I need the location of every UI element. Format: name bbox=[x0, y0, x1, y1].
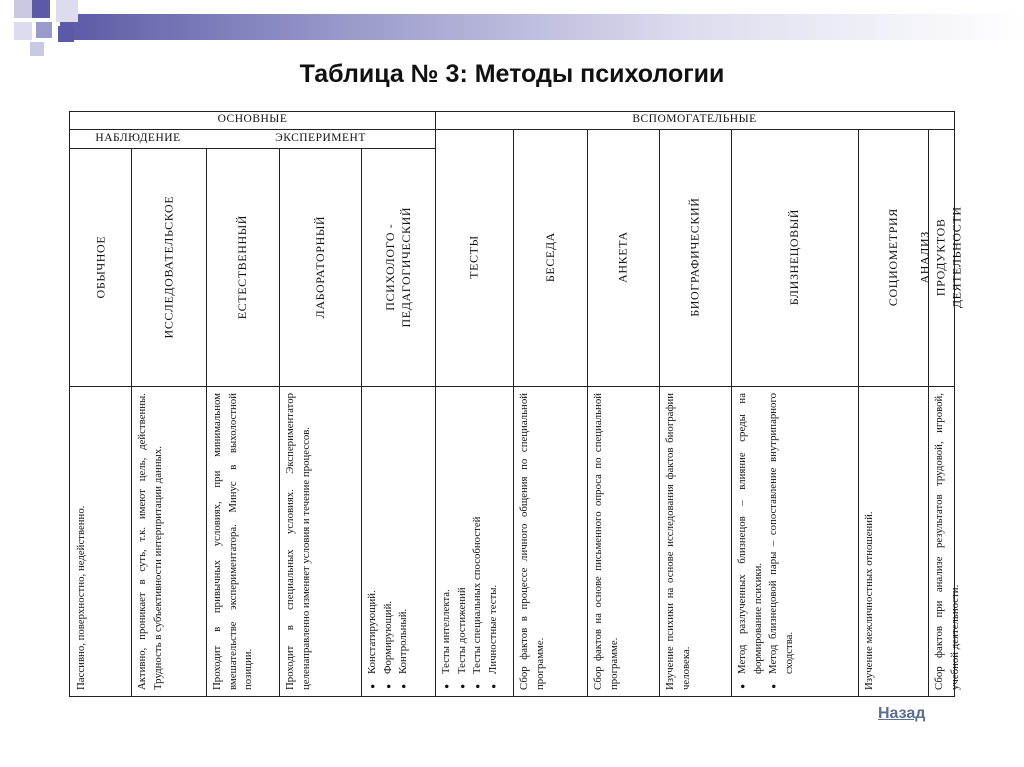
column-header bbox=[70, 148, 131, 386]
description-text: Изучение межличностных отношений. bbox=[863, 511, 875, 690]
description-text: Сбор фактов при анализе результатов трудовой, игровой, учебной деятельности. bbox=[933, 393, 961, 690]
column-header-label: ЕСТЕСТВЕННЫЙ bbox=[235, 214, 250, 320]
decor-square bbox=[56, 0, 78, 22]
back-link[interactable]: Назад bbox=[878, 705, 926, 722]
column-description bbox=[206, 387, 279, 696]
column-header-label: АНАЛИЗ ПРОДУКТОВ ДЕЯТЕЛЬНОСТИ bbox=[917, 206, 965, 309]
decor-square bbox=[58, 26, 74, 42]
group-observation-header: НАБЛЮДЕНИЕ bbox=[95, 132, 181, 144]
column-description bbox=[131, 387, 206, 696]
description-text: Проходит в специальных условиях. Экспериментатор целенаправленно изменяет условия и течение процессов. bbox=[284, 393, 312, 690]
group-experiment-header: ЭКСПЕРИМЕНТ bbox=[275, 132, 366, 144]
column-description bbox=[279, 387, 361, 696]
description-text: Пассивно, поверхностно, недейственно. bbox=[75, 505, 87, 690]
header-gradient-bar bbox=[60, 14, 1024, 40]
column-header-label: СОЦИОМЕТРИЯ bbox=[885, 208, 900, 307]
column-header bbox=[206, 148, 279, 386]
bullet-item: • Формирующий. bbox=[381, 393, 397, 690]
column-header-label: ИССЛЕДОВАТЕЛЬСКОЕ bbox=[161, 195, 176, 339]
group-main-header: ОСНОВНЫЕ bbox=[217, 113, 288, 125]
column-header-label: БЛИЗНЕЦОВЫЙ bbox=[787, 209, 802, 306]
column-header-label: АНКЕТА bbox=[615, 231, 630, 284]
column-description bbox=[513, 387, 587, 696]
column-header-label: БИОГРАФИЧЕСКИЙ bbox=[687, 197, 702, 318]
column-header-label: БЕСЕДА bbox=[542, 232, 557, 283]
bullet-item: • Контрольный. bbox=[396, 393, 412, 690]
column-description bbox=[70, 387, 131, 696]
column-description bbox=[928, 387, 961, 696]
page-title: Таблица № 3: Методы психологии bbox=[299, 60, 725, 88]
methods-table bbox=[69, 111, 965, 697]
group-auxiliary-header: ВСПОМОГАТЕЛЬНЫЕ bbox=[632, 113, 757, 125]
column-header-label: ОБЫЧНОЕ bbox=[93, 235, 108, 299]
column-description bbox=[659, 387, 731, 696]
column-header bbox=[435, 129, 513, 386]
column-description bbox=[858, 387, 928, 696]
bullet-item: • Тесты достижений bbox=[455, 393, 471, 690]
column-header bbox=[361, 148, 435, 386]
column-header bbox=[513, 129, 587, 386]
bullet-item: • Тесты специальных способностей bbox=[470, 393, 486, 690]
column-header bbox=[587, 129, 659, 386]
bullet-item: • Метод близнецовой пары – сопоставление внутрипарного сходства. bbox=[766, 393, 797, 690]
decor-square bbox=[32, 0, 50, 18]
column-description bbox=[731, 387, 858, 696]
description-text: Проходит в привычных условиях, при минимальном вмешательстве экспериментатора. Минус в выхолостной позиции. bbox=[211, 393, 255, 690]
header-decoration bbox=[0, 0, 1024, 60]
column-description bbox=[587, 387, 659, 696]
bullet-item: • Тесты интеллекта. bbox=[439, 393, 455, 690]
decor-square bbox=[36, 22, 52, 38]
column-header bbox=[659, 129, 731, 386]
description-text: Активно, проникает в суть, т.к. имеют цель, действенны. Трудность в субъективности интерпритации данных. bbox=[136, 393, 164, 690]
bullet-item: • Метод разлученных близнецов – влияние среды на формирование психики. bbox=[735, 393, 766, 690]
decor-square bbox=[30, 42, 44, 56]
decor-square bbox=[14, 0, 32, 18]
column-header-label: ЛАБОРАТОРНЫЙ bbox=[312, 215, 327, 319]
bullet-item: • Констатирующий. bbox=[365, 393, 381, 690]
bullet-item: • Личностные тесты. bbox=[486, 393, 502, 690]
column-header-label: ТЕСТЫ bbox=[466, 235, 481, 280]
column-description bbox=[435, 387, 513, 696]
column-header bbox=[131, 148, 206, 386]
column-header bbox=[731, 129, 858, 386]
column-description bbox=[361, 387, 435, 696]
description-text: Сбор фактов в процессе личного общения по специальной программе. bbox=[518, 393, 546, 690]
column-header-label: ПСИХОЛОГО - ПЕДАГОГИЧЕСКИЙ bbox=[382, 206, 413, 328]
column-header bbox=[917, 129, 965, 386]
decor-square bbox=[14, 22, 32, 40]
description-text: Сбор фактов на основе письменного опроса по специальной программе. bbox=[592, 393, 620, 690]
column-header bbox=[279, 148, 361, 386]
description-text: Изучение психики на основе исследования фактов биографии человека. bbox=[664, 393, 692, 690]
